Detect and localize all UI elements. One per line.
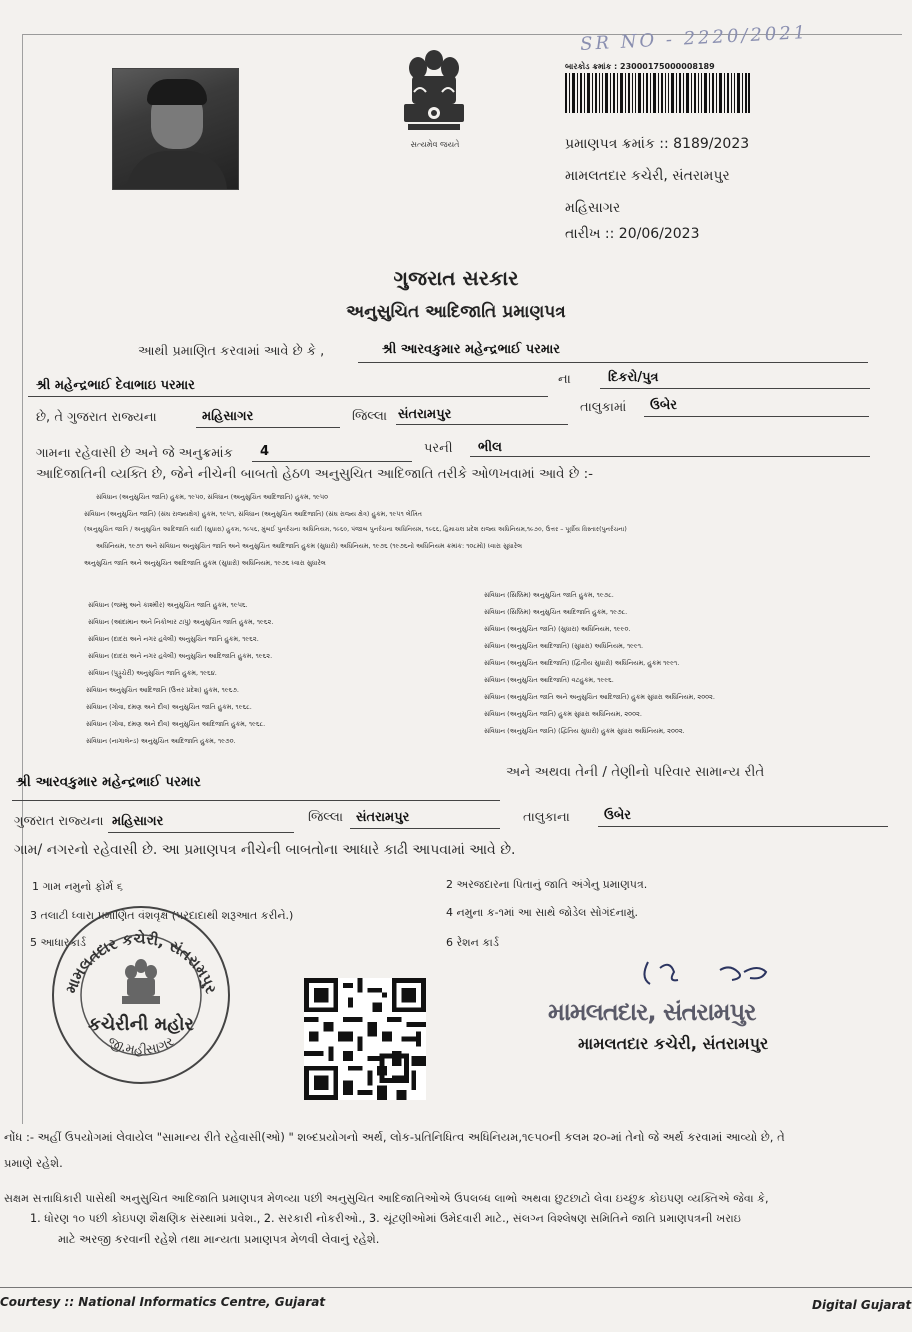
applicant-name: શ્રી આરવકુમાર મહેન્દ્રભાઈ પરમાર: [382, 342, 560, 357]
resident-prefix: ગામના રહેવાસી છે અને જે અનુક્રમાંક: [36, 446, 233, 461]
district-value: મહિસાગર: [202, 409, 254, 424]
left-border: [22, 34, 23, 1124]
certificate-number: પ્રમાણપત્ર ક્રમાંક :: 8189/2023: [565, 136, 750, 152]
order-right-5: સંવિધાન (અનુસુચિત આદિજાતિ) (દ્વિતીય સુધારો) અધિનિયમ, હુકમ ૧૯૯૧.: [484, 659, 680, 667]
district-line: [196, 427, 340, 428]
residence-state-prefix: ગુજરાત રાજ્યના: [14, 814, 104, 829]
basis-item-4: 4 નમુના ક-૧માં આ સાથે જોડેલ સોગંદનામું.: [446, 906, 638, 919]
seal-top-text: મામલતદાર કચેરી, સંતરામપુર: [61, 929, 221, 996]
seal-bottom-text: જી.મહીસાગર: [105, 1034, 177, 1059]
residence-district-label: જિલ્લા: [308, 810, 344, 825]
of-label: ના: [558, 372, 571, 387]
note-line-2: પ્રમાણે રહેશે.: [4, 1156, 63, 1170]
residence-district-line: [108, 832, 294, 833]
order-right-1: સંવિધાન (સિક્કિમ) અનુસુચિત જાતિ હુકમ, ૧૯૭૮.: [484, 591, 614, 599]
signing-office: મામલતદાર કચેરી, સંતરામપુર: [578, 1034, 769, 1053]
serial-line: [252, 461, 412, 462]
basis-item-1: 1 ગામ નમુનો ફોર્મ ૬: [32, 880, 123, 893]
seal-center-text: કચેરીની મહોર: [88, 1014, 194, 1035]
village-value: ઉબેર: [650, 398, 677, 413]
serial-number: 4: [260, 444, 270, 459]
order-line-1: સંવિધાન (અનુસુચિત જાતિ) હુકમ, ૧૯૫૦, સંવિધાન (અનુસુચિત આદિજાતિ) હુકમ, ૧૯૫૦: [96, 493, 329, 501]
order-left-3: સંવિધાન (દાદરા અને નગર હવેલી) અનુસુચિત જાતિ હુકમ, ૧૯૬૨.: [88, 635, 259, 643]
basis-item-6: 6 રેશન કાર્ડ: [446, 936, 499, 949]
applicant-photo: [112, 68, 239, 190]
order-right-8: સંવિધાન (અનુસુચિત જાતિ) હુકમ સુધારા અધિનિયમ, ૨૦૦૨.: [484, 710, 642, 718]
residence-taluka: સંતરામપુર: [356, 810, 410, 825]
order-left-4: સંવિધાન (દાદરા અને નગર હવેલી) અનુસુચિત આદિજાતિ હુકમ, ૧૯૬૨.: [88, 652, 273, 660]
order-line-4: અધિનિયમ, ૧૯૭૧ અને સંવિધાન અનુસુચિત જાતિ અને અનુસુચિત આદિજાતિ હુકમ (સુધારો) અધિનિયમ, ૧૯૭૬ (૧૯૭૬નો અધિનિયમ ક્રમાંક: ૧૦૮મો) ધ્વારા સુધારેલ: [96, 542, 522, 550]
barcode: [565, 73, 750, 113]
note-line-5: માટે અરજી કરવાની રહેશે તથા માન્યતા પ્રમાણપત્ર મેળવી લેવાનું રહેશે.: [58, 1232, 380, 1246]
taluka-label: તાલુકામાં: [580, 400, 627, 415]
residence-village: ઉબેર: [604, 808, 631, 823]
signature-stamp: મામલતદાર, સંતરામપુર: [548, 998, 756, 1026]
tribe-statement: આદિજાતિની વ્યક્તિ છે, જેને નીચેની બાબતો હેઠળ અનુસુચિત આદિજાતિ તરીકે ઓળખવામાં આવે છે :-: [36, 466, 594, 482]
order-line-3: (અનુસુચિત જાતિ / અનુસુચિત આદિજાતિ યાદી (સુધારા) હુકમ, ૧૯૫૬, મુંબઈ પુનર્રચના અધિનિયમ, ૧૯૬૦, પંજાબ પુનર્રચના અધિનિયમ, ૧૯૬૬, હિમાચલ પ્રદેશ રાજ્ય અધિનિયમ,૧૯૭૦, ઉત્તર – પૂર્વીય વિસ્તાર(પુનર્રચના): [84, 526, 627, 533]
state-prefix: છે, તે ગુજરાત રાજ્યના: [36, 410, 157, 425]
basis-item-5: 5 આધારકાર્ડ: [30, 936, 86, 949]
residence-taluka-label: તાલુકાના: [523, 810, 570, 825]
footer-divider: [0, 1287, 912, 1288]
note-line-1: નોંધ :- અહીં ઉપયોગમાં લેવાયેલ "સામાન્ય રીતે રહેવાસી(ઓ) " શબ્દપ્રયોગનો અર્થ, લોક-પ્રતિનિધિત્વ અધિનિયમ,૧૯૫૦ની કલમ ૨૦-માં તેનો જે અર્થ કરવામાં આવ્યો છે, તે: [4, 1130, 785, 1144]
order-right-4: સંવિધાન (અનુસુચિત આદિજાતિ) (સુધારા) અધિનિયમ, ૧૯૯૧.: [484, 642, 644, 650]
resident-name: શ્રી આરવકુમાર મહેન્દ્રભાઈ પરમાર: [16, 774, 201, 790]
handwritten-reference: SR NO - 2220/2021: [579, 22, 809, 55]
order-right-6: સંવિધાન (અનુસુચિત આદિજાતિ) વટહુકમ, ૧૯૯૬.: [484, 676, 614, 684]
caste-label: પરની: [424, 441, 453, 456]
basis-item-3: 3 તલાટી ધ્વારા પ્રમાણિત વંશવૃક્ષ (પરદાદાથી શરૂઆત કરીને.): [30, 909, 294, 922]
order-right-3: સંવિધાન (અનુસુચિત જાતિ) (સુધારા) અધિનિયમ, ૧૯૯૦.: [484, 625, 631, 633]
barcode-number: બારકોડ ક્રમાંક : 23000175000008189: [565, 62, 715, 71]
order-left-2: સંવિધાન (આંદામાન અને નિકોબાર ટાપુ) અનુસુચિત જાતિ હુકમ, ૧૯૬૨.: [88, 618, 274, 626]
residence-district: મહિસાગર: [112, 814, 164, 829]
relation: દિકરો/પુત્ર: [608, 370, 659, 385]
order-right-7: સંવિધાન (અનુસુચિત જાતિ અને અનુસુચિત આદિજાતિ) હુકમ સુધારા અધિનિયમ, ૨૦૦૨.: [484, 693, 715, 701]
svg-text:જી.મહીસાગર: [105, 1034, 177, 1058]
issuing-district: મહિસાગર: [565, 200, 621, 216]
residence-taluka-line: [350, 828, 500, 829]
caste-line: [470, 456, 870, 457]
note-line-4: 1. ધોરણ ૧૦ પછી કોઇપણ શૈક્ષણિક સંસ્થામાં પ્રવેશ., 2. સરકારી નોકરીઓ., 3. ચૂંટણીઓમાં ઉમેદવારી માટે., સંલગ્ન વિશ્લેષણ સમિતિને જાતિ પ્રમાણપત્રની ખરાઇ: [30, 1212, 741, 1225]
village-line: [644, 416, 869, 417]
basis-item-2: 2 અરજદારના પિતાનું જાતિ અંગેનુ પ્રમાણપત્ર.: [446, 878, 648, 891]
certify-prefix: આથી પ્રમાણિત કરવામાં આવે છે કે ,: [138, 344, 325, 359]
note-line-3: સક્ષમ સત્તાધિકારી પાસેથી અનુસુચિત આદિજાતિ પ્રમાણપત્ર મેળવ્યા પછી અનુસુચિત આદિજાતિઓએ ઉપલબ્ધ લાભો અથવા છુટછાટો લેવા ઇચ્છુક કોઇપણ વ્યક્તિએ જેવા કે,: [4, 1192, 769, 1205]
order-left-1: સંવિધાન (જમ્મુ અને કાશ્મીર) અનુસુચિત જાતિ હુકમ, ૧૯૫૬.: [88, 601, 248, 609]
order-left-6: સંવિધાન અનુસુચિત આદિજાતિ (ઉત્તર પ્રદેશ) હુકમ, ૧૯૬૭.: [86, 686, 239, 694]
relation-line: [600, 388, 870, 389]
resident-name-line: [12, 800, 500, 801]
taluka-value: સંતરામપુર: [398, 407, 452, 422]
applicant-name-line: [358, 362, 868, 363]
certificate-title: અનુસુચિત આદિજાતિ પ્રમાણપત્ર: [346, 302, 566, 322]
order-left-8: સંવિધાન (ગોવા, દમણ અને દીવ) અનુસુચિત આદિજાતિ હુકમ, ૧૯૬૮.: [86, 720, 266, 728]
order-right-9: સંવિધાન (અનુસુચિત જાતિ) (દ્વિતિય સુધારો) હુકમ સુધારા અધિનિયમ, ૨૦૦૨.: [484, 727, 685, 735]
caste-value: ભીલ: [478, 440, 502, 455]
residence-village-line: [598, 826, 888, 827]
issuing-office: મામલતદાર કચેરી, સંતરામપુર: [565, 168, 730, 184]
office-seal: [46, 900, 236, 1090]
government-title: ગુજરાત સરકાર: [393, 266, 519, 290]
district-label: જિલ્લા: [352, 409, 388, 424]
footer-brand: Digital Gujarat: [812, 1298, 912, 1312]
basis-statement: ગામ/ નગરનો રહેવાસી છે. આ પ્રમાણપત્ર નીચેની બાબતોના આધારે કાઢી આપવામાં આવે છે.: [14, 842, 516, 858]
footer-courtesy: Courtesy :: National Informatics Centre, Gujarat: [0, 1295, 326, 1309]
order-left-7: સંવિધાન (ગોવા, દમણ અને દીવ) અનુસુચિત જાતિ હુકમ, ૧૯૬૮.: [86, 703, 252, 711]
national-emblem-icon: [398, 46, 470, 140]
family-text: અને અથવા તેની / તેણીનો પરિવાર સામાન્ય રીતે: [506, 764, 765, 780]
order-line-2: સંવિધાન (અનુસુચિત જાતિ) (સંઘ રાજ્યક્ષેત્ર) હુકમ, ૧૯૫૧, સંવિધાન (અનુસુચિત આદિજાતિ) (સંઘ રાજ્ય ક્ષેત્ર) હુકમ, ૧૯૫૧ લેખિત: [84, 510, 422, 518]
order-right-2: સંવિધાન (સિક્કિમ) અનુસુચિત આદિજાતિ હુકમ, ૧૯૭૮.: [484, 608, 628, 616]
father-name: શ્રી મહેન્દ્રભાઈ દેવાભાઇ પરમાર: [36, 378, 195, 393]
father-name-line: [28, 396, 548, 397]
order-line-5: અનુસુચિત જાતિ અને અનુસુચિત આદિજાતિ હુકમ (સુધારો) અધિનિયમ, ૧૯૭૬ ધ્વારા સુધારેલ: [84, 559, 326, 567]
qr-code: [303, 978, 427, 1100]
taluka-line: [396, 424, 568, 425]
order-left-5: સંવિધાન (પુડ્ડુચેરી) અનુસુચિત જાતિ હુકમ, ૧૯૬૪.: [88, 669, 217, 677]
issue-date: તારીખ :: 20/06/2023: [565, 226, 700, 242]
order-left-9: સંવિધાન (નાગાલેન્ડ) અનુસુચિત આદિજાતિ હુકમ, ૧૯૭૦.: [86, 737, 236, 745]
emblem-caption: સત્યમેવ જયતે: [410, 140, 460, 149]
